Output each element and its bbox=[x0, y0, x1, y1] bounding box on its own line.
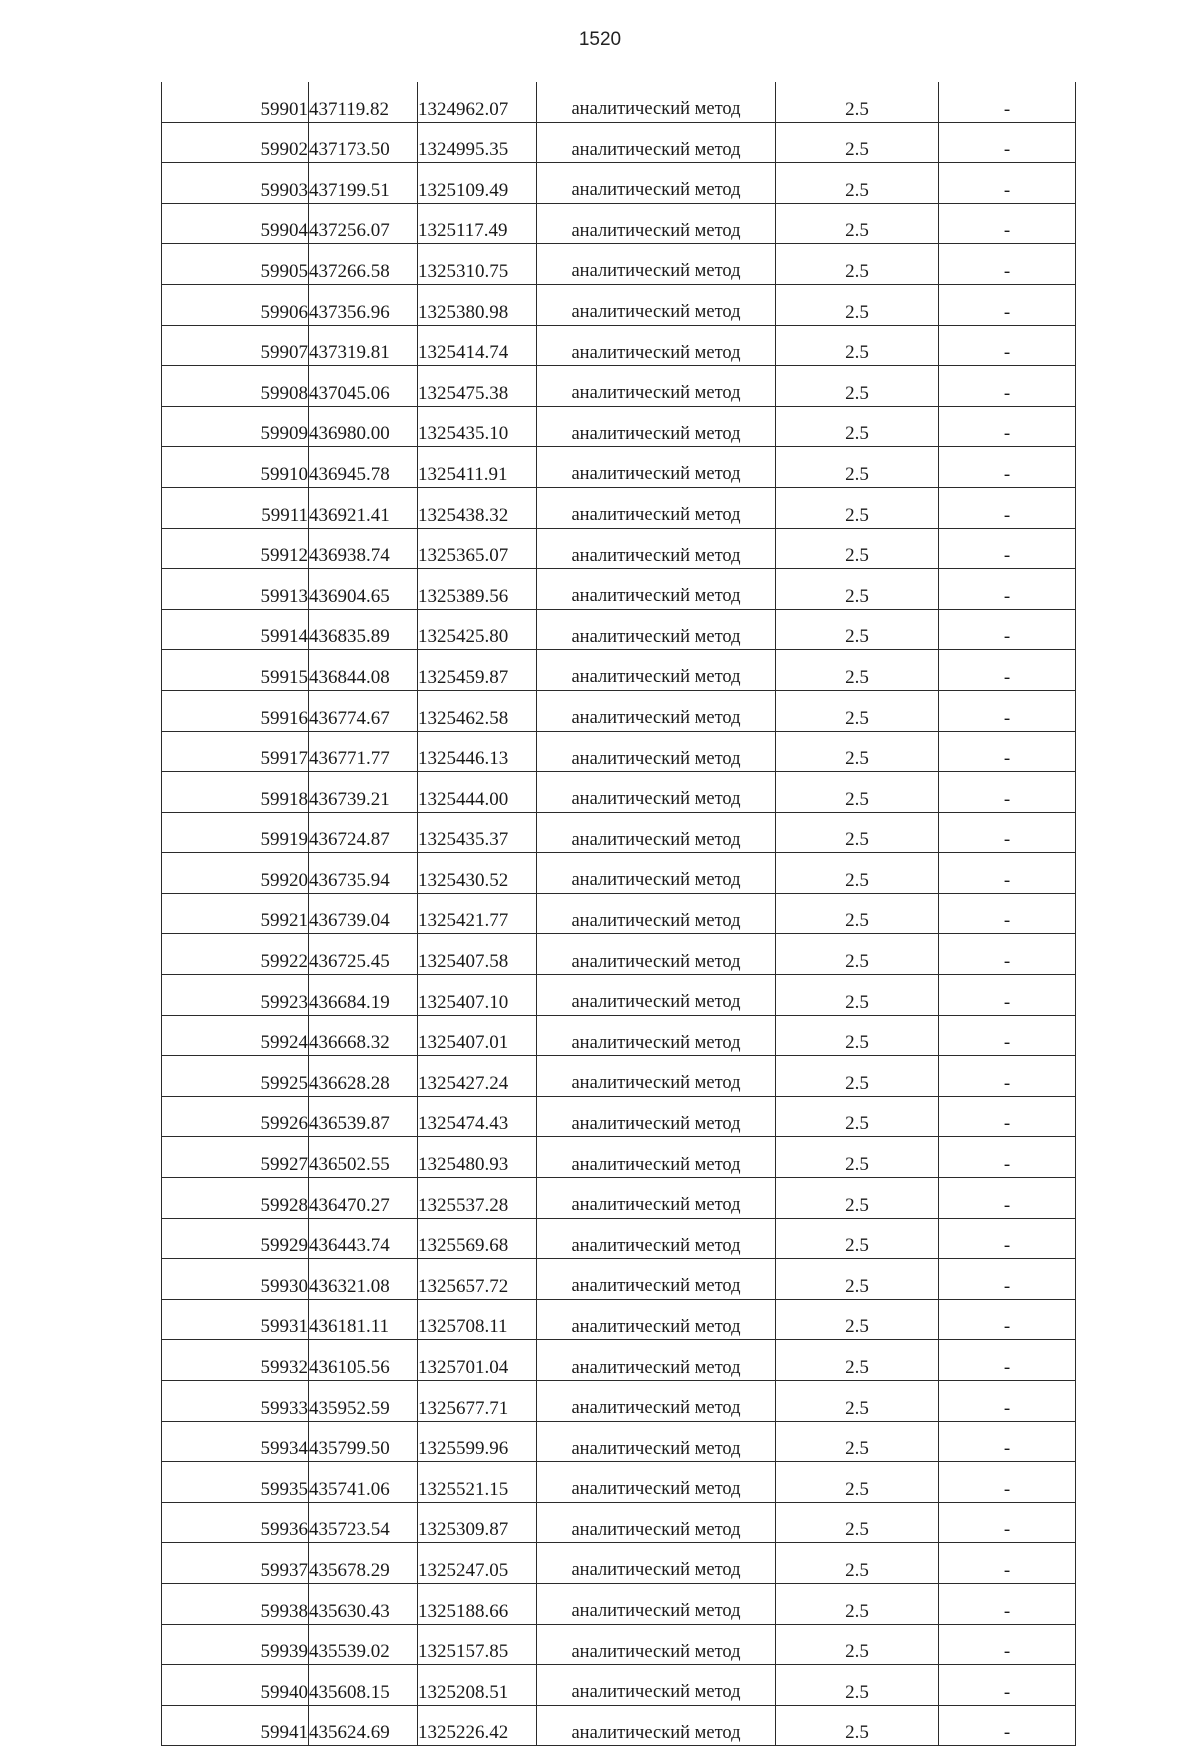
point-number-cell: 59927 bbox=[162, 1137, 309, 1178]
table-row bbox=[162, 163, 1076, 204]
point-number-cell: 59909 bbox=[162, 406, 309, 447]
point-number-cell: 59926 bbox=[162, 1096, 309, 1137]
note-cell: - bbox=[939, 853, 1076, 894]
precision-cell: 2.5 bbox=[776, 406, 939, 447]
note-cell: - bbox=[939, 1259, 1076, 1300]
table-row bbox=[162, 609, 1076, 650]
table-row bbox=[162, 893, 1076, 934]
method-cell: аналитический метод bbox=[537, 284, 776, 325]
y-coordinate-cell: 1325407.01 bbox=[418, 1015, 537, 1056]
table-row bbox=[162, 528, 1076, 569]
precision-cell: 2.5 bbox=[776, 203, 939, 244]
note-cell: - bbox=[939, 366, 1076, 407]
note-cell: - bbox=[939, 650, 1076, 691]
point-number-cell: 59925 bbox=[162, 1056, 309, 1097]
table-row bbox=[162, 1421, 1076, 1462]
table-row bbox=[162, 325, 1076, 366]
point-number-cell: 59910 bbox=[162, 447, 309, 488]
table-row bbox=[162, 1056, 1076, 1097]
precision-cell: 2.5 bbox=[776, 1543, 939, 1584]
point-number-cell: 59913 bbox=[162, 569, 309, 610]
note-cell: - bbox=[939, 975, 1076, 1016]
note-cell: - bbox=[939, 1137, 1076, 1178]
point-number-cell: 59937 bbox=[162, 1543, 309, 1584]
note-cell: - bbox=[939, 1624, 1076, 1665]
precision-cell: 2.5 bbox=[776, 690, 939, 731]
y-coordinate-cell: 1325421.77 bbox=[418, 893, 537, 934]
precision-cell: 2.5 bbox=[776, 325, 939, 366]
method-cell: аналитический метод bbox=[537, 1096, 776, 1137]
x-coordinate-cell: 435630.43 bbox=[309, 1583, 418, 1624]
note-cell: - bbox=[939, 812, 1076, 853]
point-number-cell: 59903 bbox=[162, 163, 309, 204]
point-number-cell: 59930 bbox=[162, 1259, 309, 1300]
note-cell: - bbox=[939, 487, 1076, 528]
y-coordinate-cell: 1325226.42 bbox=[418, 1705, 537, 1746]
precision-cell: 2.5 bbox=[776, 812, 939, 853]
method-cell: аналитический метод bbox=[537, 1381, 776, 1422]
point-number-cell: 59923 bbox=[162, 975, 309, 1016]
note-cell: - bbox=[939, 934, 1076, 975]
note-cell: - bbox=[939, 1665, 1076, 1706]
note-cell: - bbox=[939, 406, 1076, 447]
table-row bbox=[162, 1178, 1076, 1219]
method-cell: аналитический метод bbox=[537, 1624, 776, 1665]
y-coordinate-cell: 1325365.07 bbox=[418, 528, 537, 569]
note-cell: - bbox=[939, 1096, 1076, 1137]
x-coordinate-cell: 436739.04 bbox=[309, 893, 418, 934]
point-number-cell: 59916 bbox=[162, 690, 309, 731]
x-coordinate-cell: 436181.11 bbox=[309, 1299, 418, 1340]
point-number-cell: 59935 bbox=[162, 1462, 309, 1503]
note-cell: - bbox=[939, 528, 1076, 569]
method-cell: аналитический метод bbox=[537, 528, 776, 569]
table-row bbox=[162, 366, 1076, 407]
table-row bbox=[162, 406, 1076, 447]
point-number-cell: 59929 bbox=[162, 1218, 309, 1259]
table-row bbox=[162, 975, 1076, 1016]
y-coordinate-cell: 1325677.71 bbox=[418, 1381, 537, 1422]
y-coordinate-cell: 1325407.10 bbox=[418, 975, 537, 1016]
method-cell: аналитический метод bbox=[537, 1056, 776, 1097]
note-cell: - bbox=[939, 203, 1076, 244]
table-row bbox=[162, 122, 1076, 163]
precision-cell: 2.5 bbox=[776, 1381, 939, 1422]
y-coordinate-cell: 1325708.11 bbox=[418, 1299, 537, 1340]
x-coordinate-cell: 436904.65 bbox=[309, 569, 418, 610]
precision-cell: 2.5 bbox=[776, 772, 939, 813]
precision-cell: 2.5 bbox=[776, 1583, 939, 1624]
x-coordinate-cell: 437319.81 bbox=[309, 325, 418, 366]
point-number-cell: 59918 bbox=[162, 772, 309, 813]
point-number-cell: 59936 bbox=[162, 1502, 309, 1543]
x-coordinate-cell: 436771.77 bbox=[309, 731, 418, 772]
x-coordinate-cell: 435723.54 bbox=[309, 1502, 418, 1543]
x-coordinate-cell: 436980.00 bbox=[309, 406, 418, 447]
method-cell: аналитический метод bbox=[537, 82, 776, 122]
y-coordinate-cell: 1325435.37 bbox=[418, 812, 537, 853]
y-coordinate-cell: 1325438.32 bbox=[418, 487, 537, 528]
method-cell: аналитический метод bbox=[537, 366, 776, 407]
x-coordinate-cell: 436684.19 bbox=[309, 975, 418, 1016]
point-number-cell: 59941 bbox=[162, 1705, 309, 1746]
y-coordinate-cell: 1325310.75 bbox=[418, 244, 537, 285]
x-coordinate-cell: 436835.89 bbox=[309, 609, 418, 650]
note-cell: - bbox=[939, 1583, 1076, 1624]
y-coordinate-cell: 1325657.72 bbox=[418, 1259, 537, 1300]
x-coordinate-cell: 437199.51 bbox=[309, 163, 418, 204]
point-number-cell: 59901 bbox=[162, 82, 309, 122]
note-cell: - bbox=[939, 163, 1076, 204]
x-coordinate-cell: 436443.74 bbox=[309, 1218, 418, 1259]
method-cell: аналитический метод bbox=[537, 650, 776, 691]
point-number-cell: 59931 bbox=[162, 1299, 309, 1340]
precision-cell: 2.5 bbox=[776, 163, 939, 204]
note-cell: - bbox=[939, 1421, 1076, 1462]
note-cell: - bbox=[939, 1462, 1076, 1503]
method-cell: аналитический метод bbox=[537, 690, 776, 731]
x-coordinate-cell: 436735.94 bbox=[309, 853, 418, 894]
point-number-cell: 59934 bbox=[162, 1421, 309, 1462]
point-number-cell: 59912 bbox=[162, 528, 309, 569]
table-row bbox=[162, 244, 1076, 285]
x-coordinate-cell: 437045.06 bbox=[309, 366, 418, 407]
coordinates-table bbox=[161, 82, 1076, 1746]
x-coordinate-cell: 436725.45 bbox=[309, 934, 418, 975]
y-coordinate-cell: 1325389.56 bbox=[418, 569, 537, 610]
precision-cell: 2.5 bbox=[776, 1056, 939, 1097]
x-coordinate-cell: 436844.08 bbox=[309, 650, 418, 691]
precision-cell: 2.5 bbox=[776, 1218, 939, 1259]
point-number-cell: 59921 bbox=[162, 893, 309, 934]
method-cell: аналитический метод bbox=[537, 1583, 776, 1624]
y-coordinate-cell: 1325411.91 bbox=[418, 447, 537, 488]
method-cell: аналитический метод bbox=[537, 1462, 776, 1503]
x-coordinate-cell: 435799.50 bbox=[309, 1421, 418, 1462]
y-coordinate-cell: 1325521.15 bbox=[418, 1462, 537, 1503]
y-coordinate-cell: 1325247.05 bbox=[418, 1543, 537, 1584]
precision-cell: 2.5 bbox=[776, 1502, 939, 1543]
precision-cell: 2.5 bbox=[776, 853, 939, 894]
y-coordinate-cell: 1325117.49 bbox=[418, 203, 537, 244]
y-coordinate-cell: 1325427.24 bbox=[418, 1056, 537, 1097]
method-cell: аналитический метод bbox=[537, 1259, 776, 1300]
y-coordinate-cell: 1325459.87 bbox=[418, 650, 537, 691]
y-coordinate-cell: 1325208.51 bbox=[418, 1665, 537, 1706]
x-coordinate-cell: 435539.02 bbox=[309, 1624, 418, 1665]
precision-cell: 2.5 bbox=[776, 1178, 939, 1219]
x-coordinate-cell: 437256.07 bbox=[309, 203, 418, 244]
point-number-cell: 59904 bbox=[162, 203, 309, 244]
method-cell: аналитический метод bbox=[537, 447, 776, 488]
note-cell: - bbox=[939, 1015, 1076, 1056]
precision-cell: 2.5 bbox=[776, 1340, 939, 1381]
method-cell: аналитический метод bbox=[537, 244, 776, 285]
point-number-cell: 59922 bbox=[162, 934, 309, 975]
point-number-cell: 59932 bbox=[162, 1340, 309, 1381]
y-coordinate-cell: 1325414.74 bbox=[418, 325, 537, 366]
x-coordinate-cell: 436105.56 bbox=[309, 1340, 418, 1381]
y-coordinate-cell: 1325309.87 bbox=[418, 1502, 537, 1543]
y-coordinate-cell: 1324962.07 bbox=[418, 82, 537, 122]
note-cell: - bbox=[939, 731, 1076, 772]
method-cell: аналитический метод bbox=[537, 853, 776, 894]
y-coordinate-cell: 1325444.00 bbox=[418, 772, 537, 813]
precision-cell: 2.5 bbox=[776, 366, 939, 407]
point-number-cell: 59908 bbox=[162, 366, 309, 407]
note-cell: - bbox=[939, 1705, 1076, 1746]
method-cell: аналитический метод bbox=[537, 1705, 776, 1746]
page-number: 1520 bbox=[578, 29, 622, 50]
y-coordinate-cell: 1324995.35 bbox=[418, 122, 537, 163]
x-coordinate-cell: 435741.06 bbox=[309, 1462, 418, 1503]
note-cell: - bbox=[939, 447, 1076, 488]
precision-cell: 2.5 bbox=[776, 1096, 939, 1137]
note-cell: - bbox=[939, 1178, 1076, 1219]
y-coordinate-cell: 1325425.80 bbox=[418, 609, 537, 650]
x-coordinate-cell: 436724.87 bbox=[309, 812, 418, 853]
x-coordinate-cell: 435608.15 bbox=[309, 1665, 418, 1706]
method-cell: аналитический метод bbox=[537, 1218, 776, 1259]
precision-cell: 2.5 bbox=[776, 487, 939, 528]
method-cell: аналитический метод bbox=[537, 1543, 776, 1584]
method-cell: аналитический метод bbox=[537, 1502, 776, 1543]
point-number-cell: 59907 bbox=[162, 325, 309, 366]
precision-cell: 2.5 bbox=[776, 1624, 939, 1665]
method-cell: аналитический метод bbox=[537, 122, 776, 163]
y-coordinate-cell: 1325446.13 bbox=[418, 731, 537, 772]
precision-cell: 2.5 bbox=[776, 1137, 939, 1178]
precision-cell: 2.5 bbox=[776, 122, 939, 163]
y-coordinate-cell: 1325474.43 bbox=[418, 1096, 537, 1137]
method-cell: аналитический метод bbox=[537, 487, 776, 528]
table-row bbox=[162, 569, 1076, 610]
table-row bbox=[162, 487, 1076, 528]
method-cell: аналитический метод bbox=[537, 1340, 776, 1381]
table-row bbox=[162, 1381, 1076, 1422]
table-row bbox=[162, 1218, 1076, 1259]
point-number-cell: 59915 bbox=[162, 650, 309, 691]
y-coordinate-cell: 1325109.49 bbox=[418, 163, 537, 204]
x-coordinate-cell: 437173.50 bbox=[309, 122, 418, 163]
method-cell: аналитический метод bbox=[537, 1137, 776, 1178]
x-coordinate-cell: 436739.21 bbox=[309, 772, 418, 813]
table-row bbox=[162, 934, 1076, 975]
y-coordinate-cell: 1325407.58 bbox=[418, 934, 537, 975]
x-coordinate-cell: 436628.28 bbox=[309, 1056, 418, 1097]
note-cell: - bbox=[939, 82, 1076, 122]
note-cell: - bbox=[939, 244, 1076, 285]
x-coordinate-cell: 436921.41 bbox=[309, 487, 418, 528]
point-number-cell: 59928 bbox=[162, 1178, 309, 1219]
note-cell: - bbox=[939, 284, 1076, 325]
method-cell: аналитический метод bbox=[537, 203, 776, 244]
precision-cell: 2.5 bbox=[776, 1259, 939, 1300]
precision-cell: 2.5 bbox=[776, 244, 939, 285]
table-row bbox=[162, 1259, 1076, 1300]
x-coordinate-cell: 436938.74 bbox=[309, 528, 418, 569]
method-cell: аналитический метод bbox=[537, 1015, 776, 1056]
point-number-cell: 59911 bbox=[162, 487, 309, 528]
table-row bbox=[162, 447, 1076, 488]
precision-cell: 2.5 bbox=[776, 731, 939, 772]
x-coordinate-cell: 436539.87 bbox=[309, 1096, 418, 1137]
table-row bbox=[162, 1502, 1076, 1543]
y-coordinate-cell: 1325569.68 bbox=[418, 1218, 537, 1259]
method-cell: аналитический метод bbox=[537, 772, 776, 813]
point-number-cell: 59938 bbox=[162, 1583, 309, 1624]
point-number-cell: 59906 bbox=[162, 284, 309, 325]
y-coordinate-cell: 1325480.93 bbox=[418, 1137, 537, 1178]
x-coordinate-cell: 436502.55 bbox=[309, 1137, 418, 1178]
precision-cell: 2.5 bbox=[776, 650, 939, 691]
table-row bbox=[162, 731, 1076, 772]
table-row bbox=[162, 284, 1076, 325]
table-row bbox=[162, 1015, 1076, 1056]
table-row bbox=[162, 1705, 1076, 1746]
precision-cell: 2.5 bbox=[776, 975, 939, 1016]
table-row bbox=[162, 772, 1076, 813]
method-cell: аналитический метод bbox=[537, 406, 776, 447]
note-cell: - bbox=[939, 1218, 1076, 1259]
method-cell: аналитический метод bbox=[537, 325, 776, 366]
precision-cell: 2.5 bbox=[776, 934, 939, 975]
precision-cell: 2.5 bbox=[776, 82, 939, 122]
point-number-cell: 59917 bbox=[162, 731, 309, 772]
table-row bbox=[162, 1543, 1076, 1584]
point-number-cell: 59933 bbox=[162, 1381, 309, 1422]
method-cell: аналитический метод bbox=[537, 163, 776, 204]
table-row bbox=[162, 203, 1076, 244]
coordinates-table-body bbox=[162, 82, 1076, 1746]
note-cell: - bbox=[939, 772, 1076, 813]
point-number-cell: 59914 bbox=[162, 609, 309, 650]
x-coordinate-cell: 436774.67 bbox=[309, 690, 418, 731]
x-coordinate-cell: 437266.58 bbox=[309, 244, 418, 285]
method-cell: аналитический метод bbox=[537, 1665, 776, 1706]
x-coordinate-cell: 436470.27 bbox=[309, 1178, 418, 1219]
x-coordinate-cell: 435624.69 bbox=[309, 1705, 418, 1746]
note-cell: - bbox=[939, 609, 1076, 650]
point-number-cell: 59939 bbox=[162, 1624, 309, 1665]
table-row bbox=[162, 853, 1076, 894]
point-number-cell: 59905 bbox=[162, 244, 309, 285]
table-row bbox=[162, 1340, 1076, 1381]
method-cell: аналитический метод bbox=[537, 975, 776, 1016]
point-number-cell: 59920 bbox=[162, 853, 309, 894]
method-cell: аналитический метод bbox=[537, 731, 776, 772]
method-cell: аналитический метод bbox=[537, 569, 776, 610]
precision-cell: 2.5 bbox=[776, 609, 939, 650]
table-row bbox=[162, 650, 1076, 691]
y-coordinate-cell: 1325701.04 bbox=[418, 1340, 537, 1381]
y-coordinate-cell: 1325537.28 bbox=[418, 1178, 537, 1219]
precision-cell: 2.5 bbox=[776, 447, 939, 488]
table-row bbox=[162, 1299, 1076, 1340]
note-cell: - bbox=[939, 325, 1076, 366]
precision-cell: 2.5 bbox=[776, 1462, 939, 1503]
table-row bbox=[162, 690, 1076, 731]
method-cell: аналитический метод bbox=[537, 812, 776, 853]
note-cell: - bbox=[939, 122, 1076, 163]
precision-cell: 2.5 bbox=[776, 1299, 939, 1340]
precision-cell: 2.5 bbox=[776, 284, 939, 325]
y-coordinate-cell: 1325157.85 bbox=[418, 1624, 537, 1665]
y-coordinate-cell: 1325380.98 bbox=[418, 284, 537, 325]
y-coordinate-cell: 1325435.10 bbox=[418, 406, 537, 447]
x-coordinate-cell: 435952.59 bbox=[309, 1381, 418, 1422]
table-row bbox=[162, 1462, 1076, 1503]
note-cell: - bbox=[939, 1340, 1076, 1381]
note-cell: - bbox=[939, 893, 1076, 934]
note-cell: - bbox=[939, 1502, 1076, 1543]
precision-cell: 2.5 bbox=[776, 1421, 939, 1462]
method-cell: аналитический метод bbox=[537, 893, 776, 934]
table-row bbox=[162, 1665, 1076, 1706]
precision-cell: 2.5 bbox=[776, 1665, 939, 1706]
precision-cell: 2.5 bbox=[776, 1705, 939, 1746]
y-coordinate-cell: 1325430.52 bbox=[418, 853, 537, 894]
note-cell: - bbox=[939, 569, 1076, 610]
note-cell: - bbox=[939, 1381, 1076, 1422]
y-coordinate-cell: 1325188.66 bbox=[418, 1583, 537, 1624]
note-cell: - bbox=[939, 1056, 1076, 1097]
point-number-cell: 59919 bbox=[162, 812, 309, 853]
method-cell: аналитический метод bbox=[537, 1299, 776, 1340]
precision-cell: 2.5 bbox=[776, 1015, 939, 1056]
note-cell: - bbox=[939, 1543, 1076, 1584]
precision-cell: 2.5 bbox=[776, 893, 939, 934]
x-coordinate-cell: 436321.08 bbox=[309, 1259, 418, 1300]
table-row bbox=[162, 1096, 1076, 1137]
table-row bbox=[162, 812, 1076, 853]
x-coordinate-cell: 437356.96 bbox=[309, 284, 418, 325]
x-coordinate-cell: 437119.82 bbox=[309, 82, 418, 122]
precision-cell: 2.5 bbox=[776, 528, 939, 569]
y-coordinate-cell: 1325475.38 bbox=[418, 366, 537, 407]
point-number-cell: 59902 bbox=[162, 122, 309, 163]
table-row bbox=[162, 82, 1076, 122]
y-coordinate-cell: 1325599.96 bbox=[418, 1421, 537, 1462]
method-cell: аналитический метод bbox=[537, 1178, 776, 1219]
table-row bbox=[162, 1583, 1076, 1624]
point-number-cell: 59940 bbox=[162, 1665, 309, 1706]
note-cell: - bbox=[939, 690, 1076, 731]
y-coordinate-cell: 1325462.58 bbox=[418, 690, 537, 731]
x-coordinate-cell: 435678.29 bbox=[309, 1543, 418, 1584]
precision-cell: 2.5 bbox=[776, 569, 939, 610]
note-cell: - bbox=[939, 1299, 1076, 1340]
method-cell: аналитический метод bbox=[537, 934, 776, 975]
x-coordinate-cell: 436668.32 bbox=[309, 1015, 418, 1056]
point-number-cell: 59924 bbox=[162, 1015, 309, 1056]
method-cell: аналитический метод bbox=[537, 1421, 776, 1462]
method-cell: аналитический метод bbox=[537, 609, 776, 650]
table-row bbox=[162, 1624, 1076, 1665]
x-coordinate-cell: 436945.78 bbox=[309, 447, 418, 488]
table-row bbox=[162, 1137, 1076, 1178]
